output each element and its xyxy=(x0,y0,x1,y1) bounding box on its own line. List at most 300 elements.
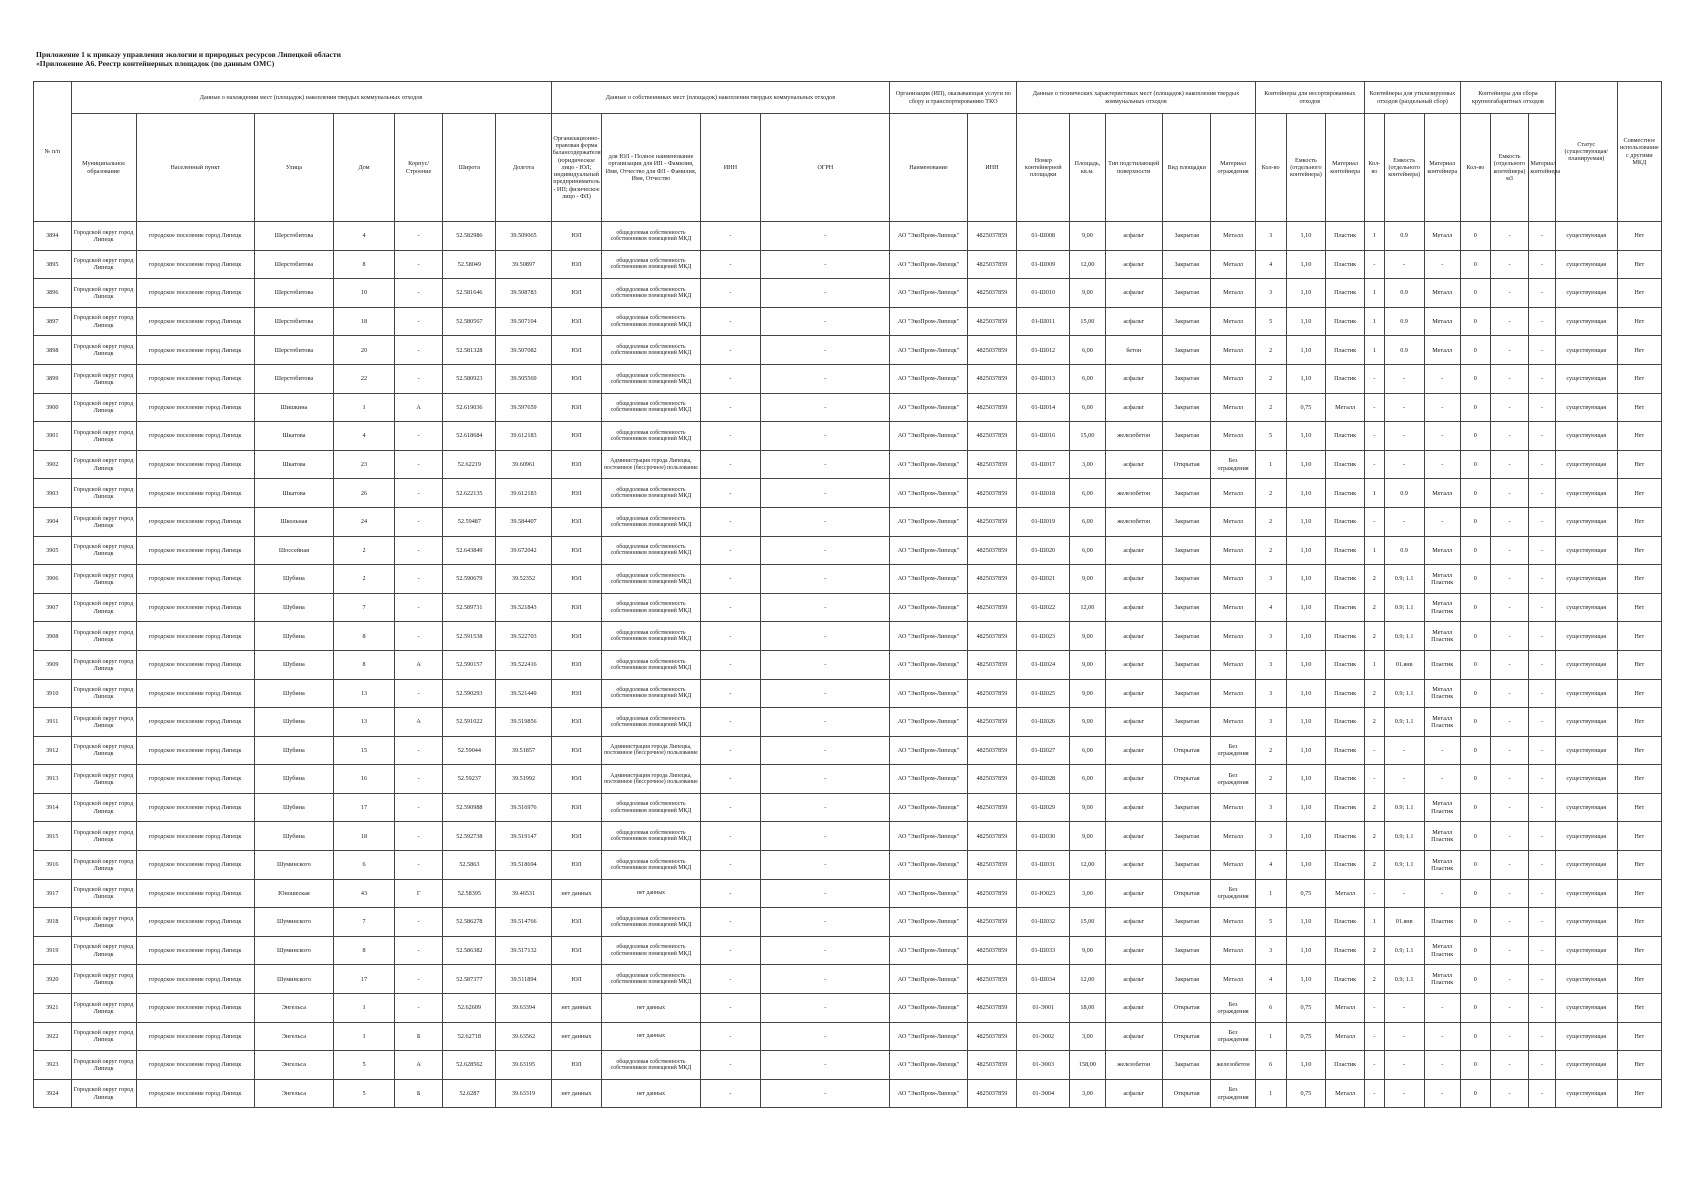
table-cell: 4825037859 xyxy=(967,422,1017,451)
table-cell: 3919 xyxy=(34,936,72,965)
table-row xyxy=(34,936,1662,965)
table-cell: 1 xyxy=(1364,279,1384,308)
table-cell: Городской округ город Липецк xyxy=(71,507,136,536)
table-cell xyxy=(602,679,700,708)
table-cell: 1,10 xyxy=(1286,736,1326,765)
table-row xyxy=(34,222,1662,251)
table-cell: Металл xyxy=(1211,593,1255,622)
table-cell: Закрытая xyxy=(1162,936,1211,965)
table-cell: - xyxy=(394,565,443,594)
table-cell: Городской округ город Липецк xyxy=(71,593,136,622)
table-cell: 52.590157 xyxy=(443,650,496,679)
table-cell: 1,10 xyxy=(1286,250,1326,279)
table-cell: Шерстобитова xyxy=(254,250,333,279)
table-cell: 1,10 xyxy=(1286,336,1326,365)
table-row xyxy=(34,708,1662,737)
table-cell: Металл xyxy=(1211,536,1255,565)
table-cell: - xyxy=(394,222,443,251)
table-cell: асфальт xyxy=(1105,250,1162,279)
table-cell: - xyxy=(394,250,443,279)
table-cell: АО "ЭкоПром-Липецк" xyxy=(890,479,967,508)
table-cell: - xyxy=(761,479,890,508)
table-cell: - xyxy=(1490,822,1529,851)
owner-name-text: общедолевая собственность собственников помещений МКД xyxy=(610,372,692,385)
table-cell: 2 xyxy=(334,536,395,565)
table-cell: асфальт xyxy=(1105,450,1162,479)
table-cell: городское поселение город Липецк xyxy=(136,793,254,822)
table-cell: 1,10 xyxy=(1286,450,1326,479)
table-cell: - xyxy=(1529,708,1556,737)
table-cell: - xyxy=(1384,736,1424,765)
table-cell: 01-Ш013 xyxy=(1017,364,1070,393)
table-cell: 0.9 xyxy=(1384,536,1424,565)
table-cell: Без ограждения xyxy=(1211,1022,1255,1051)
table-cell xyxy=(602,536,700,565)
table-cell: 1,10 xyxy=(1286,422,1326,451)
table-cell: - xyxy=(1490,936,1529,965)
table-cell: - xyxy=(1490,536,1529,565)
table-cell: АО "ЭкоПром-Липецк" xyxy=(890,879,967,908)
table-cell: существующая xyxy=(1555,1051,1617,1080)
title-line-1: Приложение 1 к приказу управления экологии и природных ресурсов Липецкой области xyxy=(36,50,342,59)
table-cell: - xyxy=(1529,650,1556,679)
table-cell: 0 xyxy=(1460,879,1490,908)
table-cell: Металл xyxy=(1424,222,1460,251)
table-cell: городское поселение город Липецк xyxy=(136,1079,254,1108)
table-cell: 8 xyxy=(334,936,395,965)
table-cell xyxy=(602,422,700,451)
owner-name-text: общедолевая собственность собственников помещений МКД xyxy=(610,515,692,528)
table-cell: Нет xyxy=(1617,450,1661,479)
table-row xyxy=(34,650,1662,679)
table-cell: 4825037859 xyxy=(967,250,1017,279)
table-cell: Нет xyxy=(1617,908,1661,937)
table-cell: 39.522416 xyxy=(496,650,551,679)
table-cell: 1,10 xyxy=(1286,936,1326,965)
column-header: Кол-во xyxy=(1460,114,1490,222)
table-cell: 2 xyxy=(1255,536,1286,565)
table-cell: Пластик xyxy=(1326,936,1365,965)
table-cell: Металл xyxy=(1326,393,1365,422)
table-cell: 52.62219 xyxy=(443,450,496,479)
table-cell: Металл xyxy=(1211,279,1255,308)
table-cell: Нет xyxy=(1617,279,1661,308)
table-cell: - xyxy=(1529,250,1556,279)
owner-name-text: общедолевая собственность собственников помещений МКД xyxy=(610,629,692,643)
table-row xyxy=(34,336,1662,365)
table-cell: 39.507104 xyxy=(496,307,551,336)
table-cell: Шубина xyxy=(254,765,333,794)
table-cell: - xyxy=(1384,393,1424,422)
table-cell: Металл xyxy=(1424,536,1460,565)
table-cell: Металл xyxy=(1424,279,1460,308)
table-cell: - xyxy=(761,936,890,965)
table-cell: асфальт xyxy=(1105,393,1162,422)
table-cell: 3908 xyxy=(34,622,72,651)
table-cell: 0 xyxy=(1460,765,1490,794)
table-cell: - xyxy=(394,908,443,937)
table-cell xyxy=(602,708,700,737)
table-cell: - xyxy=(1424,765,1460,794)
column-header: Наименование xyxy=(890,114,967,222)
table-cell: 18,00 xyxy=(1070,994,1105,1023)
table-cell: АО "ЭкоПром-Липецк" xyxy=(890,222,967,251)
table-cell: 4825037859 xyxy=(967,708,1017,737)
table-cell: 0 xyxy=(1460,250,1490,279)
table-cell: - xyxy=(1529,422,1556,451)
table-cell: АО "ЭкоПром-Липецк" xyxy=(890,765,967,794)
table-cell: 5 xyxy=(334,1079,395,1108)
table-cell: Городской округ город Липецк xyxy=(71,736,136,765)
table-cell: - xyxy=(1364,393,1384,422)
table-cell: 1 xyxy=(334,393,395,422)
table-cell: Шерстобитова xyxy=(254,307,333,336)
table-cell: Городской округ город Липецк xyxy=(71,336,136,365)
table-cell xyxy=(602,307,700,336)
table-cell: - xyxy=(700,393,761,422)
table-cell: - xyxy=(761,536,890,565)
table-cell: - xyxy=(700,507,761,536)
table-cell: Закрытая xyxy=(1162,507,1211,536)
table-cell: Городской округ город Липецк xyxy=(71,994,136,1023)
table-cell: Шерстобитова xyxy=(254,222,333,251)
table-cell: - xyxy=(761,879,890,908)
table-row xyxy=(34,994,1662,1023)
table-cell: 39.60961 xyxy=(496,450,551,479)
owner-name-text: общедолевая собственность собственников помещений МКД xyxy=(610,715,692,728)
container-sites-registry-table xyxy=(33,81,1662,1108)
table-cell: - xyxy=(1529,307,1556,336)
table-cell: 1 xyxy=(1255,1022,1286,1051)
table-cell: Шуминского xyxy=(254,936,333,965)
table-cell: 01-Э004 xyxy=(1017,1079,1070,1108)
table-cell: 1,10 xyxy=(1286,622,1326,651)
table-cell: - xyxy=(1384,250,1424,279)
table-cell: Металл xyxy=(1211,307,1255,336)
table-cell: Нет xyxy=(1617,536,1661,565)
table-cell: - xyxy=(700,422,761,451)
table-cell: 4825037859 xyxy=(967,307,1017,336)
table-cell: 01-Ш014 xyxy=(1017,393,1070,422)
table-cell: существующая xyxy=(1555,622,1617,651)
table-cell: 39.672042 xyxy=(496,536,551,565)
table-cell: существующая xyxy=(1555,307,1617,336)
table-row xyxy=(34,679,1662,708)
table-cell: 3 xyxy=(1255,279,1286,308)
table-cell: - xyxy=(1490,479,1529,508)
table-cell: 39.521843 xyxy=(496,593,551,622)
table-cell: Металл xyxy=(1211,393,1255,422)
table-cell: - xyxy=(1490,393,1529,422)
table-cell: 2 xyxy=(1255,736,1286,765)
table-cell: 3901 xyxy=(34,422,72,451)
table-cell: 3922 xyxy=(34,1022,72,1051)
table-cell: городское поселение город Липецк xyxy=(136,593,254,622)
table-cell: городское поселение город Липецк xyxy=(136,736,254,765)
table-row xyxy=(34,851,1662,880)
table-cell: 7 xyxy=(334,908,395,937)
table-cell: 0 xyxy=(1460,536,1490,565)
table-cell: - xyxy=(1490,965,1529,994)
table-cell: Нет xyxy=(1617,793,1661,822)
table-cell: АО "ЭкоПром-Липецк" xyxy=(890,822,967,851)
owner-name-text: общедолевая собственность собственников помещений МКД xyxy=(610,601,692,614)
column-header: Тип подстилающей поверхности xyxy=(1105,114,1162,222)
table-cell: АО "ЭкоПром-Липецк" xyxy=(890,994,967,1023)
table-cell: ЮЛ xyxy=(551,565,602,594)
table-cell: городское поселение город Липецк xyxy=(136,908,254,937)
table-cell: 0 xyxy=(1460,793,1490,822)
table-cell: 17 xyxy=(334,793,395,822)
table-cell: Городской округ город Липецк xyxy=(71,1051,136,1080)
table-row xyxy=(34,479,1662,508)
table-cell: А xyxy=(394,708,443,737)
table-cell: 52.619036 xyxy=(443,393,496,422)
column-header: Долгота xyxy=(496,114,551,222)
table-cell: 52.590293 xyxy=(443,679,496,708)
table-cell: - xyxy=(394,536,443,565)
table-cell: Металл Пластик xyxy=(1424,822,1460,851)
table-cell: АО "ЭкоПром-Липецк" xyxy=(890,708,967,737)
column-header: Материал ограждения xyxy=(1211,114,1255,222)
table-cell: существующая xyxy=(1555,1022,1617,1051)
table-cell: - xyxy=(1529,593,1556,622)
table-cell: - xyxy=(761,507,890,536)
table-cell: асфальт xyxy=(1105,565,1162,594)
table-cell: 01-Ш019 xyxy=(1017,507,1070,536)
table-cell: - xyxy=(700,879,761,908)
table-cell: 4825037859 xyxy=(967,222,1017,251)
table-cell: Пластик xyxy=(1326,736,1365,765)
table-cell: Металл xyxy=(1211,250,1255,279)
table-cell: - xyxy=(1490,1079,1529,1108)
table-cell: городское поселение город Липецк xyxy=(136,650,254,679)
table-cell: - xyxy=(1490,650,1529,679)
table-cell: Металл xyxy=(1211,479,1255,508)
table-cell: 3894 xyxy=(34,222,72,251)
table-cell: 22 xyxy=(334,364,395,393)
table-cell: 0.9; 1.1 xyxy=(1384,708,1424,737)
table-cell: городское поселение город Липецк xyxy=(136,250,254,279)
table-cell: ЮЛ xyxy=(551,679,602,708)
table-cell: асфальт xyxy=(1105,679,1162,708)
table-cell: 2 xyxy=(334,565,395,594)
column-header: Дом xyxy=(334,114,395,222)
table-cell: городское поселение город Липецк xyxy=(136,1022,254,1051)
table-cell: городское поселение город Липецк xyxy=(136,450,254,479)
table-cell: - xyxy=(1529,450,1556,479)
table-cell: 1 xyxy=(1255,450,1286,479)
table-cell: 0,75 xyxy=(1286,994,1326,1023)
table-cell: 4 xyxy=(1255,250,1286,279)
table-cell: 15,00 xyxy=(1070,908,1105,937)
table-cell: Металл xyxy=(1424,336,1460,365)
table-cell: - xyxy=(1424,736,1460,765)
table-cell: 39.50897 xyxy=(496,250,551,279)
table-cell: А xyxy=(394,393,443,422)
table-cell: ЮЛ xyxy=(551,1051,602,1080)
table-cell: - xyxy=(1529,1079,1556,1108)
table-cell: существующая xyxy=(1555,279,1617,308)
table-cell: городское поселение город Липецк xyxy=(136,336,254,365)
table-row xyxy=(34,250,1662,279)
table-cell: АО "ЭкоПром-Липецк" xyxy=(890,307,967,336)
table-cell: 4825037859 xyxy=(967,393,1017,422)
table-cell: 6,00 xyxy=(1070,536,1105,565)
owner-name-text: нет данных xyxy=(636,1090,666,1097)
table-cell: 52.58049 xyxy=(443,250,496,279)
table-cell: - xyxy=(1529,336,1556,365)
table-cell: Пластик xyxy=(1424,650,1460,679)
table-cell: 5 xyxy=(1255,307,1286,336)
table-cell: существующая xyxy=(1555,851,1617,880)
table-cell: 52.592738 xyxy=(443,822,496,851)
table-cell: бетон xyxy=(1105,336,1162,365)
table-cell: 2 xyxy=(1255,364,1286,393)
table-cell: - xyxy=(761,450,890,479)
table-cell: - xyxy=(700,622,761,651)
table-cell: 01-Ш023 xyxy=(1017,622,1070,651)
table-cell: - xyxy=(1529,936,1556,965)
table-cell: - xyxy=(761,708,890,737)
table-cell: 8 xyxy=(334,250,395,279)
table-cell: - xyxy=(1364,507,1384,536)
table-cell: - xyxy=(1529,965,1556,994)
table-cell: 6 xyxy=(334,851,395,880)
table-cell: АО "ЭкоПром-Липецк" xyxy=(890,908,967,937)
table-cell: - xyxy=(700,307,761,336)
table-cell: Городской округ город Липецк xyxy=(71,793,136,822)
table-cell: Городской округ город Липецк xyxy=(71,393,136,422)
table-cell: Энгельса xyxy=(254,1051,333,1080)
table-cell: Металл xyxy=(1211,679,1255,708)
table-cell: - xyxy=(761,222,890,251)
table-cell: ЮЛ xyxy=(551,422,602,451)
table-cell: - xyxy=(1424,994,1460,1023)
table-cell: 0 xyxy=(1460,822,1490,851)
table-cell: - xyxy=(761,336,890,365)
table-cell: - xyxy=(1529,565,1556,594)
table-cell: Пластик xyxy=(1326,1051,1365,1080)
table-cell: 0.9; 1.1 xyxy=(1384,822,1424,851)
table-cell: Открытая xyxy=(1162,994,1211,1023)
table-cell: АО "ЭкоПром-Липецк" xyxy=(890,336,967,365)
table-cell: 52.580567 xyxy=(443,307,496,336)
table-cell: - xyxy=(761,994,890,1023)
owner-name-text: общедолевая собственность собственников помещений МКД xyxy=(610,658,692,671)
table-cell: Пластик xyxy=(1326,307,1365,336)
table-cell: асфальт xyxy=(1105,965,1162,994)
table-cell: городское поселение город Липецк xyxy=(136,622,254,651)
table-cell: Пластик xyxy=(1326,650,1365,679)
table-cell: ЮЛ xyxy=(551,393,602,422)
table-cell: - xyxy=(1424,393,1460,422)
table-cell: 01-Э003 xyxy=(1017,1051,1070,1080)
table-cell: - xyxy=(394,336,443,365)
column-header: ИНН xyxy=(700,114,761,222)
table-cell: 7 xyxy=(334,593,395,622)
column-header: Вид площадки xyxy=(1162,114,1211,222)
table-cell: 4825037859 xyxy=(967,936,1017,965)
owner-name-text: общедолевая собственность собственников помещений МКД xyxy=(610,830,692,843)
table-cell: существующая xyxy=(1555,450,1617,479)
table-cell: 6,00 xyxy=(1070,479,1105,508)
table-cell: 0 xyxy=(1460,708,1490,737)
table-cell: городское поселение город Липецк xyxy=(136,536,254,565)
table-cell: 4825037859 xyxy=(967,1051,1017,1080)
table-cell: 3924 xyxy=(34,1079,72,1108)
table-cell: - xyxy=(761,622,890,651)
column-header: Номер контейнерной площадки xyxy=(1017,114,1070,222)
table-cell xyxy=(602,622,700,651)
table-cell: - xyxy=(1424,450,1460,479)
table-cell: Пластик xyxy=(1326,336,1365,365)
table-cell: ЮЛ xyxy=(551,507,602,536)
table-cell: Шубина xyxy=(254,593,333,622)
table-cell: 26 xyxy=(334,479,395,508)
table-cell: существующая xyxy=(1555,250,1617,279)
table-cell: 0.9 xyxy=(1384,307,1424,336)
table-cell: Шерстобитова xyxy=(254,336,333,365)
table-cell: АО "ЭкоПром-Липецк" xyxy=(890,936,967,965)
table-cell: Городской округ город Липецк xyxy=(71,650,136,679)
table-cell: асфальт xyxy=(1105,708,1162,737)
table-cell: асфальт xyxy=(1105,1079,1162,1108)
table-cell: городское поселение город Липецк xyxy=(136,965,254,994)
table-cell: - xyxy=(1529,364,1556,393)
table-cell: Городской округ город Липецк xyxy=(71,1022,136,1051)
table-cell: ЮЛ xyxy=(551,765,602,794)
table-cell: Металл xyxy=(1211,565,1255,594)
table-cell: 39.519856 xyxy=(496,708,551,737)
table-cell: - xyxy=(1364,736,1384,765)
table-cell: Энгельса xyxy=(254,994,333,1023)
table-cell: 4 xyxy=(1255,593,1286,622)
table-cell: существующая xyxy=(1555,679,1617,708)
column-header: Кол-во xyxy=(1364,114,1384,222)
table-cell: ЮЛ xyxy=(551,307,602,336)
table-cell: 0.9; 1.1 xyxy=(1384,593,1424,622)
table-cell: - xyxy=(1384,364,1424,393)
table-cell: 4825037859 xyxy=(967,364,1017,393)
table-cell: Металл xyxy=(1211,222,1255,251)
table-cell: 0 xyxy=(1460,565,1490,594)
table-cell xyxy=(602,650,700,679)
table-cell: Закрытая xyxy=(1162,593,1211,622)
table-cell: 39.507082 xyxy=(496,336,551,365)
table-cell: 4 xyxy=(334,422,395,451)
table-cell: 12,00 xyxy=(1070,965,1105,994)
column-header: Материал контейнера xyxy=(1424,114,1460,222)
table-cell: ЮЛ xyxy=(551,936,602,965)
table-cell: 0 xyxy=(1460,679,1490,708)
table-cell: существующая xyxy=(1555,393,1617,422)
table-cell xyxy=(602,450,700,479)
table-cell: городское поселение город Липецк xyxy=(136,479,254,508)
table-cell: - xyxy=(1490,1051,1529,1080)
table-cell: 01-Ш027 xyxy=(1017,736,1070,765)
table-cell: 0 xyxy=(1460,422,1490,451)
table-cell: Металл xyxy=(1211,851,1255,880)
table-cell: - xyxy=(1529,393,1556,422)
table-cell: 52.643849 xyxy=(443,536,496,565)
table-cell: существующая xyxy=(1555,336,1617,365)
table-cell: Металл xyxy=(1211,908,1255,937)
table-cell: Городской округ город Липецк xyxy=(71,936,136,965)
table-cell xyxy=(602,994,700,1023)
table-cell: - xyxy=(1424,1079,1460,1108)
table-cell: 0 xyxy=(1460,507,1490,536)
